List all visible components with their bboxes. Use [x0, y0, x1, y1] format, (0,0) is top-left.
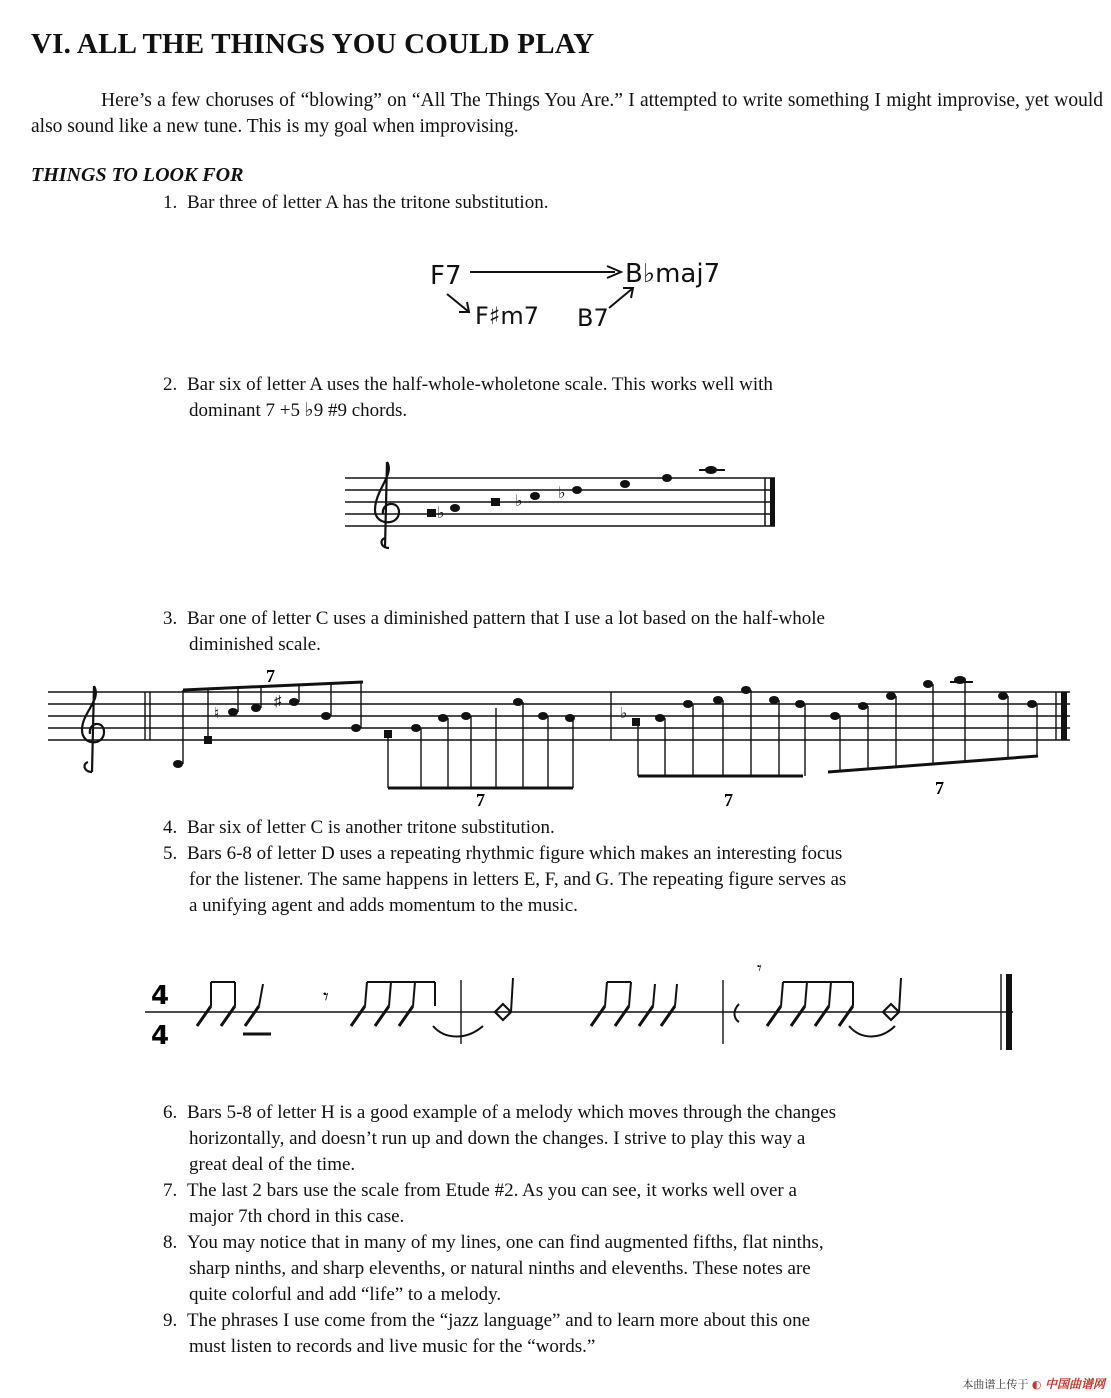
item-text-cont: sharp ninths, and sharp elevenths, or natural ninths and elevenths. These notes are: [189, 1258, 811, 1279]
item-number: 8.: [163, 1232, 178, 1253]
footer-watermark: [962, 1375, 1105, 1392]
item-number: 7.: [163, 1180, 178, 1201]
item-number: 9.: [163, 1310, 178, 1331]
item-text-cont: a unifying agent and adds momentum to the music.: [189, 895, 578, 916]
flat-icon: ♭: [437, 505, 445, 522]
item-text: Bars 5-8 of letter H is a good example of a melody which moves through the changes: [187, 1102, 836, 1123]
logo-icon: ◐: [1031, 1378, 1042, 1391]
chord-substitution-diagram: [425, 252, 725, 332]
list-item-5: [163, 841, 993, 919]
item-text: The last 2 bars use the scale from Etude #2. As you can see, it works well over a: [187, 1180, 797, 1201]
flat-icon: ♭: [558, 485, 566, 502]
arrow-up-right-icon: [609, 288, 633, 308]
tuplet-7: 7: [266, 666, 275, 686]
list-item-2: [163, 372, 923, 424]
item-number: 2.: [163, 374, 178, 395]
flat-icon: ♭: [620, 706, 628, 722]
list-item-3: [163, 606, 993, 658]
section-subheading: THINGS TO LOOK FOR: [31, 164, 244, 186]
rhythm-staff: [145, 960, 1025, 1060]
tuplet-7: 7: [476, 790, 485, 810]
list-item-7: [163, 1178, 993, 1230]
item-number: 6.: [163, 1102, 178, 1123]
note-a: [427, 509, 436, 517]
sharp-icon: ♯: [274, 694, 282, 710]
chord-b7: B7: [577, 304, 609, 332]
diminished-pattern-staff: [48, 660, 1078, 810]
item-text: The phrases I use come from the “jazz language” and to learn more about this one: [187, 1310, 811, 1331]
intro-paragraph: Here’s a few choruses of “blowing” on “All The Things You Are.” I attempted to write something I might improvise, yet would also sound like a new tune. This is my goal when improvising.: [31, 90, 1103, 137]
final-barline: [1006, 974, 1012, 1050]
item-number: 4.: [163, 817, 178, 838]
note-c: [491, 498, 500, 506]
list-item-6: [163, 1100, 993, 1178]
item-text-cont: for the listener. The same happens in letters E, F, and G. The repeating figure serves as: [189, 869, 847, 890]
list-item-8: [163, 1230, 993, 1308]
list-item-4: [163, 815, 993, 841]
rest-icon: 𝄾: [323, 984, 329, 1009]
note-dflat: [530, 492, 540, 500]
item-text: You may notice that in many of my lines, one can find augmented fifths, flat ninths,: [187, 1232, 824, 1253]
tuplet-7: 7: [724, 790, 733, 810]
list-item-1: [163, 190, 548, 216]
item-number: 1.: [163, 192, 178, 213]
tie-icon: [849, 1026, 895, 1037]
item-text-cont: great deal of the time.: [189, 1154, 356, 1175]
item-text-cont: dominant 7 +5 ♭9 #9 chords.: [189, 400, 408, 421]
item-text-cont: diminished scale.: [189, 634, 321, 655]
page-title: VI. ALL THE THINGS YOU COULD PLAY: [31, 28, 595, 60]
tie-icon: [433, 1026, 483, 1037]
note-bflat: [450, 504, 460, 512]
rest-icon: 𝄾: [757, 958, 762, 978]
item-number: 3.: [163, 608, 178, 629]
chord-fsharp-m7: F♯m7: [475, 302, 540, 330]
flat-icon: ♭: [515, 493, 523, 510]
item-text: Bar six of letter C is another tritone substitution.: [187, 817, 555, 838]
item-text: Bar three of letter A has the tritone substitution.: [187, 192, 549, 213]
chord-bbmaj7: B♭maj7: [625, 259, 721, 289]
footer-prefix: 本曲谱上传于: [962, 1378, 1029, 1391]
item-number: 5.: [163, 843, 178, 864]
item-text-cont: horizontally, and doesn’t run up and down the changes. I strive to play this way a: [189, 1128, 806, 1149]
list-item-9: [163, 1308, 993, 1360]
item-text-cont: must listen to records and live music for the “words.”: [189, 1336, 596, 1357]
staff-lines: [48, 692, 1070, 740]
tuplet-7: 7: [935, 778, 944, 798]
item-text: Bars 6-8 of letter D uses a repeating rhythmic figure which makes an interesting focus: [187, 843, 843, 864]
item-text: Bar six of letter A uses the half-whole-wholetone scale. This works well with: [187, 374, 773, 395]
note-eflat: [572, 486, 582, 494]
time-sig-bottom: 4: [151, 1021, 170, 1051]
flat-icon: ♮: [214, 706, 220, 722]
item-text: Bar one of letter C uses a diminished pattern that I use a lot based on the half-whole: [187, 608, 825, 629]
slash-notes: [197, 1006, 853, 1026]
item-text-cont: major 7th chord in this case.: [189, 1206, 405, 1227]
treble-clef-icon: [82, 686, 104, 772]
note-g: [662, 474, 672, 482]
chord-f7: F7: [430, 261, 462, 291]
final-barline: [1061, 692, 1067, 740]
note-f: [620, 480, 630, 488]
time-sig-top: 4: [151, 981, 170, 1011]
item-text-cont: quite colorful and add “life” to a melody.: [189, 1284, 502, 1305]
treble-clef-icon: [375, 462, 399, 548]
arrow-down-right-icon: [447, 294, 469, 312]
scale-staff: [345, 460, 785, 560]
footer-brand: 中国曲谱网: [1044, 1377, 1105, 1391]
pattern-notes-group-1: [173, 694, 361, 768]
final-barline: [770, 478, 775, 526]
